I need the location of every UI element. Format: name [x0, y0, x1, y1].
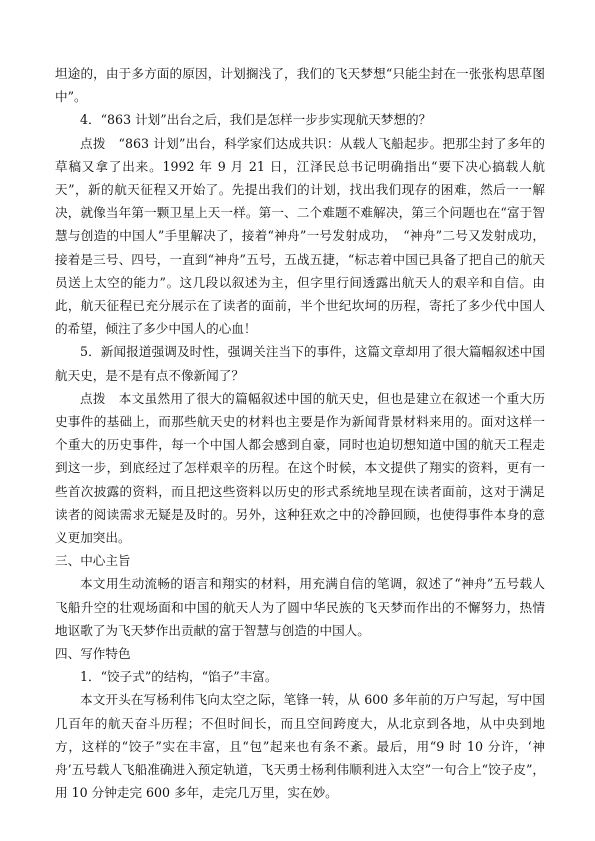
feature-1-body: 本文开头在写杨利伟飞向太空之际，笔锋一转，从 600 多年前的万户写起，写中国几百年的航天奋斗历程；不但时间长，而且空间跨度大，从北京到各地，从中央到地方，这样的“饺子”实在丰富，且“包”起来也有条不紊。最后，用“9 时 10 分许，‘神舟’五号载人飞船准确进入预定轨道，飞天勇士杨利伟顺利进入太空”一句合上“饺子皮”，用 10 分钟走完 600 多年，走完几万里，实在妙。 [55, 692, 545, 801]
section-heading-theme: 三、中心主旨 [55, 553, 131, 569]
question-5: 5．新闻报道强调及时性，强调关注当下的事件，这篇文章却用了很大篇幅叙述中国航天史，是不是有点不像新闻了？ [55, 344, 545, 383]
paragraph-continuation: 坦途的，由于多方面的原因，计划搁浅了，我们的飞天梦想“只能尘封在一张张构思草图中”。 [55, 66, 545, 105]
question-4: 4．“863 计划”出台之后，我们是怎样一步步实现航天梦想的？ [80, 112, 432, 128]
answer-4: 点拨 “863 计划”出台，科学家们达成共识：从载人飞船起步。把那尘封了多年的草稿又拿了出来。1992 年 9 月 21 日，江泽民总书记明确指出“要下决心搞载人航天”，新的航天征程又开始了。先提出我们的计划，找出我们现存的困难，然后一一解决，就像当年第一颗卫星上天一样。第一、二个难题不难解决，第三个问题也在“富于智慧与创造的中国人”手里解决了，接着“神舟”一号发射成功， “神舟”二号又发射成功，接着是三号、四号，一直到“神舟”五号，五战五捷，“标志着中国已具备了把自己的航天员送上太空的能力”。这几段以叙述为主，但字里行间透露出航天人的艰辛和自信。由此，航天征程已充分展示在了读者的面前，半个世纪坎坷的历程，寄托了多少代中国人的希望，倾注了多少中国人的心血！ [55, 135, 545, 337]
answer-5: 点拨 本文虽然用了很大的篇幅叙述中国的航天史，但也是建立在叙述一个重大历史事件的基础上，而那些航天史的材料也主要是作为新闻背景材料来用的。面对这样一个重大的历史事件，每一个中国人都会感到自豪，同时也迫切想知道中国的航天工程走到这一步，到底经过了怎样艰辛的历程。在这个时候，本文提供了翔实的资料，更有一些首次披露的资料，而且把这些资料以历史的形式系统地呈现在读者面前，这对于满足读者的阅读需求无疑是及时的。另外，这种狂欢之中的冷静回顾，也使得事件本身的意义更加突出。 [55, 390, 545, 546]
theme-paragraph: 本文用生动流畅的语言和翔实的材料，用充满自信的笔调，叙述了“神舟”五号载人飞船升空的壮观场面和中国的航天人为了圆中华民族的飞天梦而作出的不懈努力，热情地讴歌了为飞天梦作出贡献的富于智慧与创造的中国人。 [55, 576, 545, 638]
feature-1-title: 1．“饺子式”的结构，“馅子”丰富。 [80, 669, 278, 685]
document-page [55, 62, 545, 805]
section-heading-features: 四、写作特色 [55, 646, 131, 662]
